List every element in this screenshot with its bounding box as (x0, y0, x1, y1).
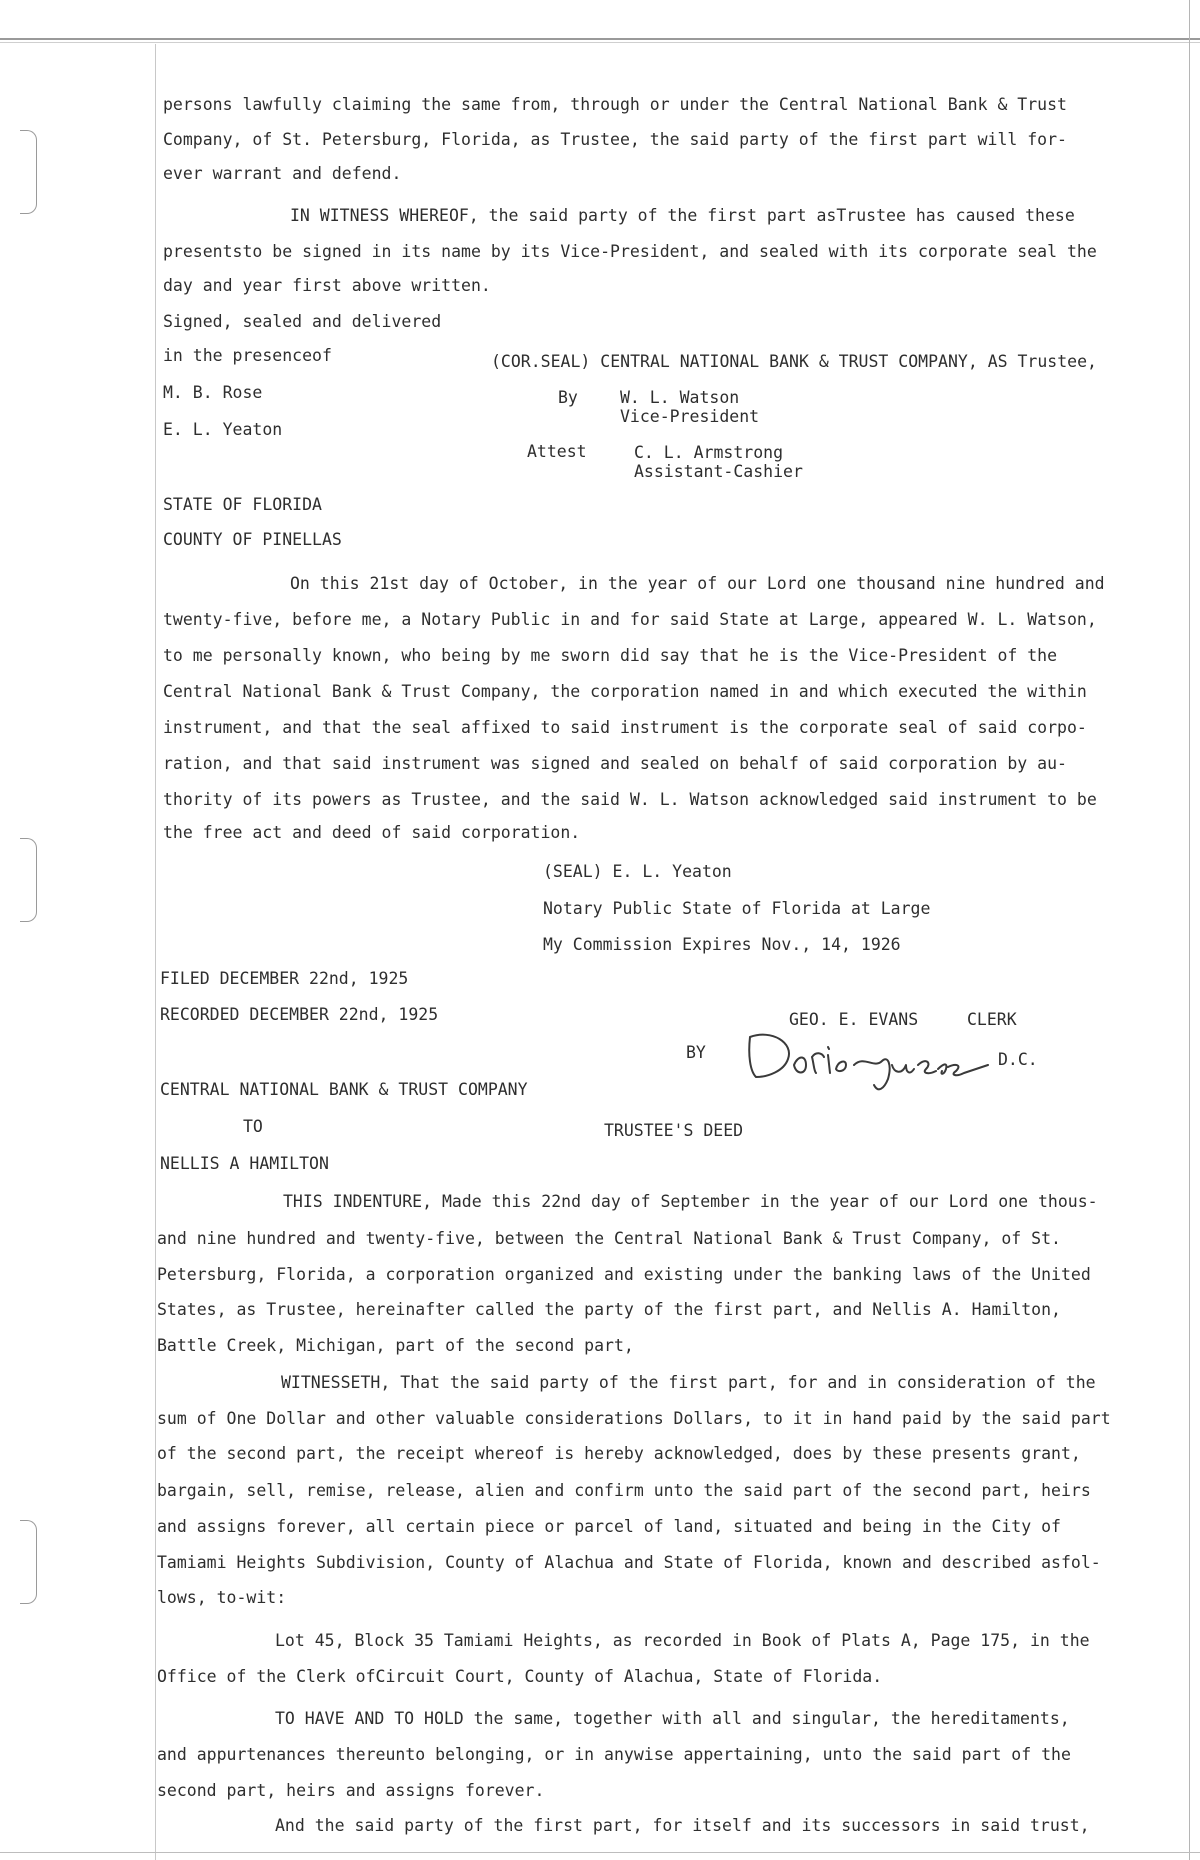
clerk-name: GEO. E. EVANS (789, 1010, 919, 1029)
binder-hole-icon (20, 1520, 37, 1604)
body-line: persons lawfully claiming the same from, through or under the Central National Bank & Trust (163, 95, 1067, 114)
body-line: ration, and that said instrument was signed and sealed on behalf of said corporation by au- (163, 754, 1067, 773)
deputy-clerk-label: D.C. (998, 1050, 1038, 1069)
body-line: and nine hundred and twenty-five, between the Central National Bank & Trust Company, of St. (157, 1229, 1061, 1248)
body-line: Tamiami Heights Subdivision, County of Alachua and State of Florida, known and described asfol- (157, 1553, 1101, 1572)
witness-name: M. B. Rose (163, 383, 263, 402)
signatory-title: Vice-President (620, 407, 760, 426)
body-line: second part, heirs and assigns forever. (157, 1781, 545, 1800)
body-line: bargain, sell, remise, release, alien and confirm unto the said part of the second part, heirs (157, 1481, 1091, 1500)
deed-party: NELLIS A HAMILTON (160, 1154, 329, 1173)
body-line: IN WITNESS WHEREOF, the said party of the first part asTrustee has caused these (290, 206, 1075, 225)
body-line: WITNESSETH, That the said party of the first part, for and in consideration of the (281, 1373, 1096, 1392)
body-line: twenty-five, before me, a Notary Public in and for said State at Large, appeared W. L. Watson, (163, 610, 1097, 629)
body-line: to me personally known, who being by me sworn did say that he is the Vice-President of the (163, 646, 1058, 665)
signature-label: Attest (527, 442, 587, 461)
notary-line: (SEAL) E. L. Yeaton (543, 862, 732, 881)
signatory-name: W. L. Watson (620, 388, 740, 407)
body-line: and assigns forever, all certain piece or parcel of land, situated and being in the City of (157, 1517, 1061, 1536)
venue-line: COUNTY OF PINELLAS (163, 530, 342, 549)
filing-line: RECORDED DECEMBER 22nd, 1925 (160, 1005, 439, 1024)
signature-label: BY (686, 1043, 706, 1062)
signatory-name: C. L. Armstrong (634, 443, 784, 462)
property-description: Lot 45, Block 35 Tamiami Heights, as recorded in Book of Plats A, Page 175, in the (275, 1631, 1090, 1650)
body-line: And the said party of the first part, for itself and its successors in said trust, (275, 1816, 1090, 1835)
venue-line: STATE OF FLORIDA (163, 495, 322, 514)
right-page-edge (1189, 0, 1190, 1860)
deed-party-connector: TO (243, 1117, 263, 1136)
witness-heading: in the presenceof (163, 346, 332, 365)
notary-line: Notary Public State of Florida at Large (543, 899, 931, 918)
signatory-title: Assistant-Cashier (634, 462, 803, 481)
top-rule (0, 38, 1200, 40)
body-line: instrument, and that the seal affixed to said instrument is the corporate seal of said corpo- (163, 718, 1087, 737)
notary-line: My Commission Expires Nov., 14, 1926 (543, 935, 901, 954)
body-line: THIS INDENTURE, Made this 22nd day of September in the year of our Lord one thous- (283, 1192, 1098, 1211)
body-line: and appurtenances thereunto belonging, or in anywise appertaining, unto the said part of the (157, 1745, 1071, 1764)
body-line: Petersburg, Florida, a corporation organized and existing under the banking laws of the United (157, 1265, 1091, 1284)
body-line: lows, to-wit: (157, 1588, 287, 1607)
clerk-title: CLERK (967, 1010, 1017, 1029)
binder-hole-icon (20, 838, 37, 922)
signature-label: By (558, 388, 578, 407)
body-line: day and year first above written. (163, 276, 491, 295)
body-line: sum of One Dollar and other valuable considerations Dollars, to it in hand paid by the said part (157, 1409, 1111, 1428)
deed-type: TRUSTEE'S DEED (604, 1121, 744, 1140)
body-line: Central National Bank & Trust Company, the corporation named in and which executed the within (163, 682, 1087, 701)
body-line: TO HAVE AND TO HOLD the same, together with all and singular, the hereditaments, (275, 1709, 1070, 1728)
filing-line: FILED DECEMBER 22nd, 1925 (160, 969, 409, 988)
top-rule-secondary (0, 42, 1200, 43)
body-line: thority of its powers as Trustee, and the said W. L. Watson acknowledged said instrument to be (163, 790, 1097, 809)
witness-name: E. L. Yeaton (163, 420, 283, 439)
body-line: States, as Trustee, hereinafter called the party of the first part, and Nellis A. Hamilton, (157, 1300, 1061, 1319)
body-line: Company, of St. Petersburg, Florida, as Trustee, the said party of the first part will for- (163, 130, 1067, 149)
deed-party: CENTRAL NATIONAL BANK & TRUST COMPANY (160, 1080, 528, 1099)
bottom-rule (0, 1852, 1200, 1853)
witness-heading: Signed, sealed and delivered (163, 312, 442, 331)
body-line: ever warrant and defend. (163, 164, 402, 183)
handwritten-signature (742, 1025, 992, 1095)
left-margin-rule (155, 44, 156, 1860)
body-line: the free act and deed of said corporation. (163, 823, 581, 842)
body-line: of the second part, the receipt whereof is hereby acknowledged, does by these presents grant, (157, 1444, 1081, 1463)
body-line: presentsto be signed in its name by its Vice-President, and sealed with its corporate seal the (163, 242, 1097, 261)
body-line: Battle Creek, Michigan, part of the second part, (157, 1336, 634, 1355)
body-line: On this 21st day of October, in the year of our Lord one thousand nine hundred and (290, 574, 1105, 593)
signature-block-heading: (COR.SEAL) CENTRAL NATIONAL BANK & TRUST COMPANY, AS Trustee, (491, 352, 1097, 371)
binder-hole-icon (20, 130, 37, 214)
property-description: Office of the Clerk ofCircuit Court, County of Alachua, State of Florida. (157, 1667, 883, 1686)
